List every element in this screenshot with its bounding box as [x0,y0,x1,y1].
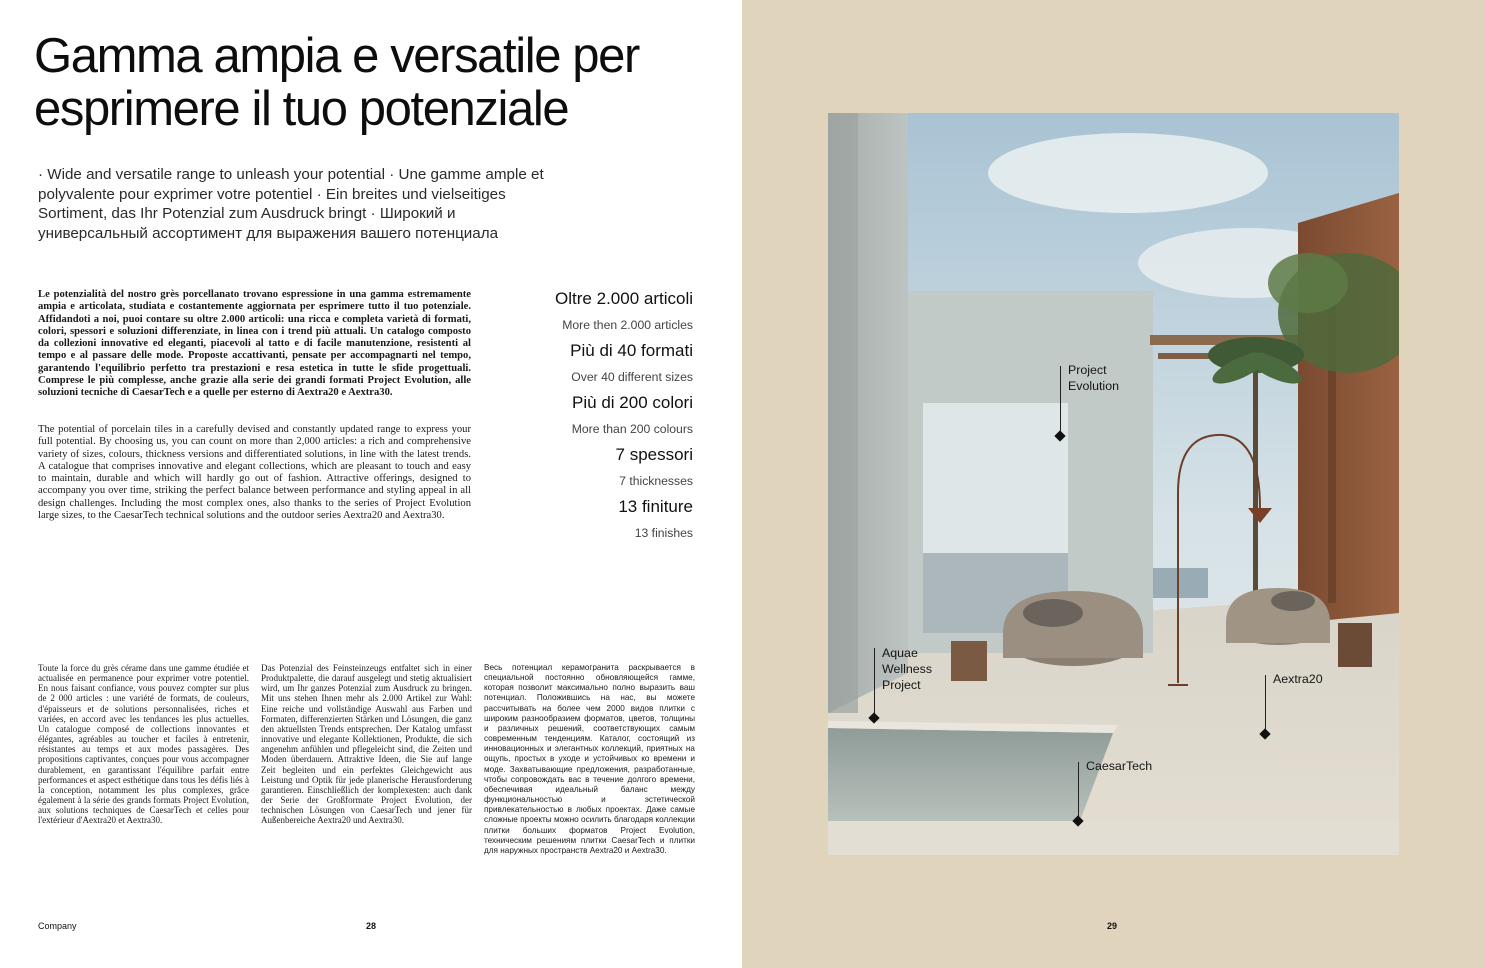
stat-title: Più di 200 colori [572,393,693,412]
body-german: Das Potenzial des Feinsteinzeugs entfaltet sich in einer Produktpalette, die darauf ausgelegt und stetig aktualisiert wird, um Ihr ganzes Potenzial zum Ausdruck zu bringen. Mit uns stehen Ihnen mehr als 2.000 Artikel zur Wahl: Eine reiche und vollständige Auswahl aus Farben und Formaten, differenzierten Stärken und Lösungen, die ganz den aktuellsten Trends entsprechen. Der Katalog umfasst innovative und elegante Kollektionen, Produkte, die sich angenehm anfühlen und pflegeleicht sind, die Zeiten und Moden überdauern. Attraktive Ideen, die Sie auf lange Zeit begleiten und ein perfektes Gleichgewicht aus Leistung und Optik für jede planerische Herausforderung garantieren. Einschließlich der komplexesten: auch dank der Serie der Großformate Project Evolution, der technischen Lösungen von CaesarTech und jener für Außenbereiche Aextra20 und Aextra30. [261,663,472,826]
stat-subtitle: Over 40 different sizes [571,370,693,384]
stats-list [473,288,693,548]
stat-item [473,288,693,333]
callout-project-evolution: Project Evolution [1068,363,1119,393]
stat-subtitle: More than 200 colours [571,422,693,436]
stat-item [473,496,693,541]
callout-line [874,648,875,714]
footer-section-label: Company [38,921,77,931]
page-number-left: 28 [366,921,377,931]
body-italian: Le potenzialità del nostro grès porcellanato trovano espressione in una gamma estremamente ampia e articolata, studiata e costantemente aggiornata per esprimere tutto il tuo potenziale. Affidandoti a noi, puoi contare su oltre 2.000 articoli: una ricca e completa varietà di formati, colori, spessori e soluzioni differenziate, in linea con i trend più attuali. Un catalogo composto da collezioni innovative ed eleganti, piacevoli al tatto e di facile manutenzione, resistenti al tempo e al passare delle mode. Proposte accattivanti, pensate per accompagnarti nel tempo, garantendo l'equilibrio perfetto tra prestazioni e resa estetica in tutte le sfide progettuali. Comprese le più complesse, anche grazie alla serie dei grandi formati Project Evolution, alle soluzioni tecniche di CaesarTech e a quelle per esterno di Aextra20 e Aextra30. [38,289,471,399]
body-english: The potential of porcelain tiles in a carefully devised and constantly updated range to express your full potential. By choosing us, you can count on more than 2,000 articles: a rich and comprehensive variety of sizes, colours, thickness versions and differentiated solutions, in line with the latest trends. A catalogue that comprises innovative and elegant collections, which are pleasant to touch and easy to maintain, durable and which will hardly go out of fashion. Attractive offerings, designed to accompany you over time, striking the perfect balance between performance and styling appeal in all design challenges. Including the most complex ones, also thanks to the series of Project Evolution large sizes, to the CaesarTech technical solutions and the outdoor series Aextra20 and Aextra30. [38,424,471,522]
stat-subtitle: 13 finishes [634,526,693,540]
stat-subtitle: 7 thicknesses [619,474,693,488]
body-russian: Весь потенциал керамогранита раскрывается в специальной постоянно обновляющейся гамме, которая позволит максимально полно выразить ваш потенциал. Положившись на нас, вы можете рассчитывать на более чем 2000 видов плитки с широким разнообразием форматов, цветов, толщины и различных решений, соответствующих самым современным тенденциям. Каталог, состоящий из инновационных и элегантных коллекций, приятных на ощупь, простых в уходе и устойчивых ко времени и моде. Захватывающие предложения, разработанные, чтобы сопровождать вас в течение долгого времени, обеспечивая идеальный баланс между функциональностью и эстетической привлекательностью в любых проектах. Даже самые сложные проекты можно осилить благодаря коллекции плитки больших форматов Project Evolution, техническим решениям плитки CaesarTech и плитки для наружных пространств Aextra20 и Aextra30. [484,663,695,855]
stat-subtitle: More then 2.000 articles [562,318,693,332]
stat-title: 13 finiture [618,497,693,516]
page-number-right: 29 [1107,921,1118,931]
stat-item [473,340,693,385]
terrace-illustration [828,113,1399,855]
page-title: Gamma ampia e versatile per esprimere il tuo potenziale [34,29,639,136]
callout-caesartech: CaesarTech [1086,759,1153,773]
callout-aquae: Aquae Wellness Project [882,646,933,692]
outdoor-terrace-photo [828,113,1399,855]
callout-line [1265,675,1266,730]
callout-aextra20: Aextra20 [1273,672,1323,686]
body-french: Toute la force du grès cérame dans une gamme étudiée et actualisée en permanence pour exprimer votre potentiel. En nous faisant confiance, vous pouvez compter sur plus de 2 000 articles : une variété de formats, de couleurs, d'épaisseurs et de solutions personnalisées, riches et variées, en accord avec les tendances les plus actuelles. Un catalogue composé de collections innovantes et élégantes, agréables au toucher et faciles à entretenir, résistantes au temps et aux modes passagères. Des propositions captivantes, conçues pour vous accompagner durablement, en garantissant l'équilibre parfait entre performances et aspect esthétique dans tous les défis liés à la conception, notamment les plus complexes, grâce également à la série des grands formats Project Evolution, aux solutions techniques de CaesarTech et celles pour l'extérieur d'Aextra20 et Aextra30. [38,663,249,826]
callout-line [1060,366,1061,432]
callout-line [1078,762,1079,817]
left-page [0,0,742,968]
stat-title: 7 spessori [615,445,693,464]
stat-item [473,392,693,437]
stat-item [473,444,693,489]
stat-title: Più di 40 formati [570,341,693,360]
stat-title: Oltre 2.000 articoli [555,289,693,308]
multilingual-subtitle: · Wide and versatile range to unleash your potential · Une gamme ample et polyvalente pour exprimer votre potentiel · Ein breites und vielseitiges Sortiment, das Ihr Potenzial zum Ausdruck bringt · Широкий и универсальный ассортимент для выражения вашего потенциала [38,166,544,242]
